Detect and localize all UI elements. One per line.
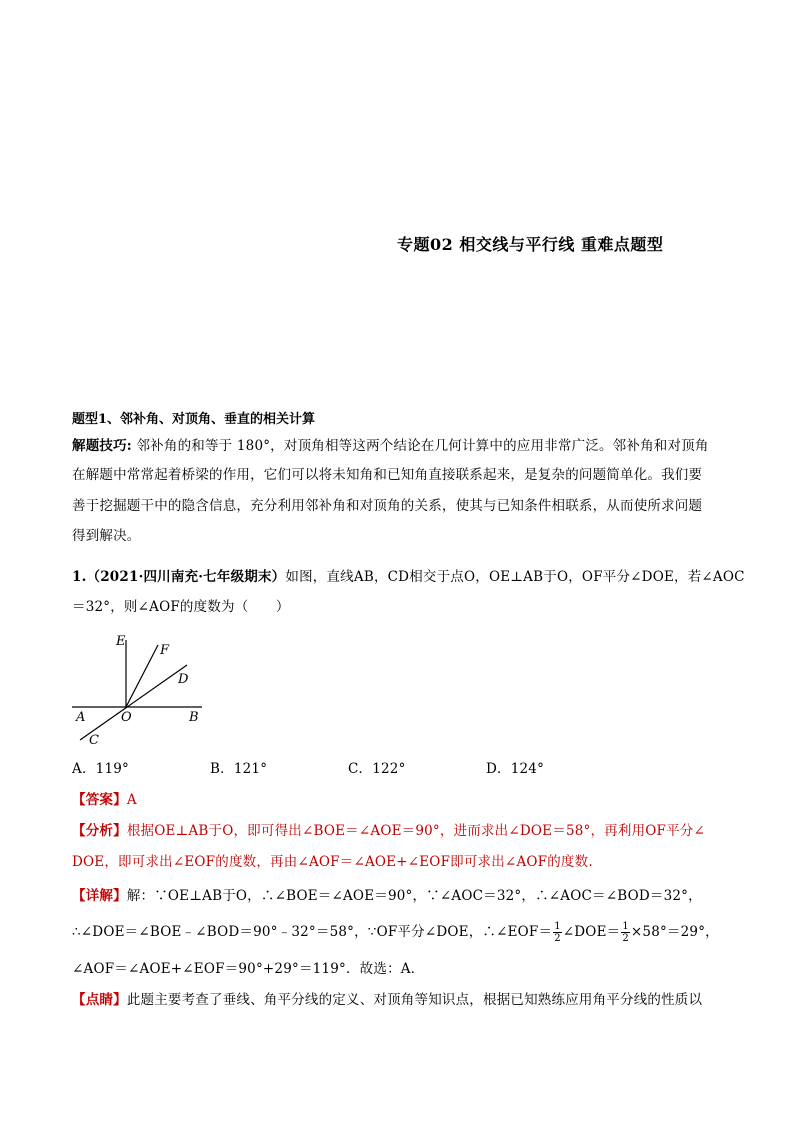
tip-text-1: 邻补角的和等于 180°，对顶角相等这两个结论在几何计算中的应用非常广泛。邻补角和对顶角 [131,438,709,454]
tip-label: 解题技巧: [72,438,132,454]
detail-line-2 [72,921,719,944]
detail-line-3: ∠AOF＝∠AOE+∠EOF＝90°+29°＝119°．故选：A． [72,961,425,977]
comment-tag: 【点睛】 [72,992,127,1008]
option-c[interactable]: C．122° [348,761,406,777]
ray-of [126,645,158,707]
label-f: F [160,643,170,658]
page-title: 专题02 相交线与平行线 重难点题型 [397,235,664,254]
option-b[interactable]: B．121° [210,761,268,777]
analysis-text-1: 根据OE⊥AB于O，即可得出∠BOE＝∠AOE＝90°，进而求出∠DOE＝58°，再利用OF平分∠ [126,823,706,839]
answer-tag: 【答案】 [72,792,127,808]
answer-line [72,789,137,811]
label-a: A [76,710,86,725]
question-1-line-1 [72,566,745,588]
analysis-tag: 【分析】 [72,823,127,839]
answer-value: A [126,792,137,808]
label-o: O [121,710,132,725]
detail-line-1 [72,885,702,907]
option-a[interactable]: A．119° [72,761,129,777]
label-e: E [116,634,126,649]
tip-line-4: 得到解决。 [72,528,141,544]
fraction-one-half: $\frac{1}{2}$ [554,921,561,944]
analysis-line-2: DOE，即可求出∠EOF的度数，再由∠AOF＝∠AOE+∠EOF即可求出∠AOF的度数. [72,854,593,870]
question-number: 1. [72,569,87,585]
question-1-line-2: ＝32°，则∠AOF的度数为（ ） [72,599,290,615]
analysis-line-1 [72,820,705,842]
comment-text-1: 此题主要考查了垂线、角平分线的定义、对顶角等知识点，根据已知熟练应用角平分线的性质以 [126,992,703,1008]
detail-text-2a: ∴∠DOE＝∠BOE﹣∠BOD＝90°﹣32°＝58°，∵OF平分∠DOE，∴∠EOF＝ [72,924,553,940]
detail-tag: 【详解】 [72,888,127,904]
question-text-1: 如图，直线AB，CD相交于点O，OE⊥AB于O，OF平分∠DOE，若∠AOC [285,569,745,585]
intersecting-lines-diagram [72,630,207,750]
label-d: D [178,672,189,687]
option-d[interactable]: D．124° [486,761,545,777]
tip-line-2: 在解题中常常起着桥梁的作用，它们可以将未知角和已知角直接联系起来，是复杂的问题简单化。我们要 [72,467,703,483]
question-source: （2021·四川南充·七年级期末） [86,569,286,585]
line-cd [80,665,187,740]
detail-text-2c: ×58°＝29°， [630,924,719,940]
geometry-figure [72,630,207,750]
detail-text-1: 解：∵OE⊥AB于O，∴∠BOE＝∠AOE＝90°，∵∠AOC＝32°，∴∠AOC＝∠BOD＝32°， [126,888,702,904]
fraction-one-half-2: $\frac{1}{2}$ [622,921,629,944]
comment-line-1 [72,989,702,1011]
section-heading: 题型1、邻补角、对顶角、垂直的相关计算 [72,412,316,427]
detail-text-2b: ∠DOE＝ [562,924,621,940]
label-c: C [89,733,99,748]
tip-line-1 [72,435,709,457]
label-b: B [189,710,199,725]
tip-line-3: 善于挖掘题干中的隐含信息，充分利用邻补角和对顶角的关系，使其与已知条件相联系，从而使所求问题 [72,498,703,514]
